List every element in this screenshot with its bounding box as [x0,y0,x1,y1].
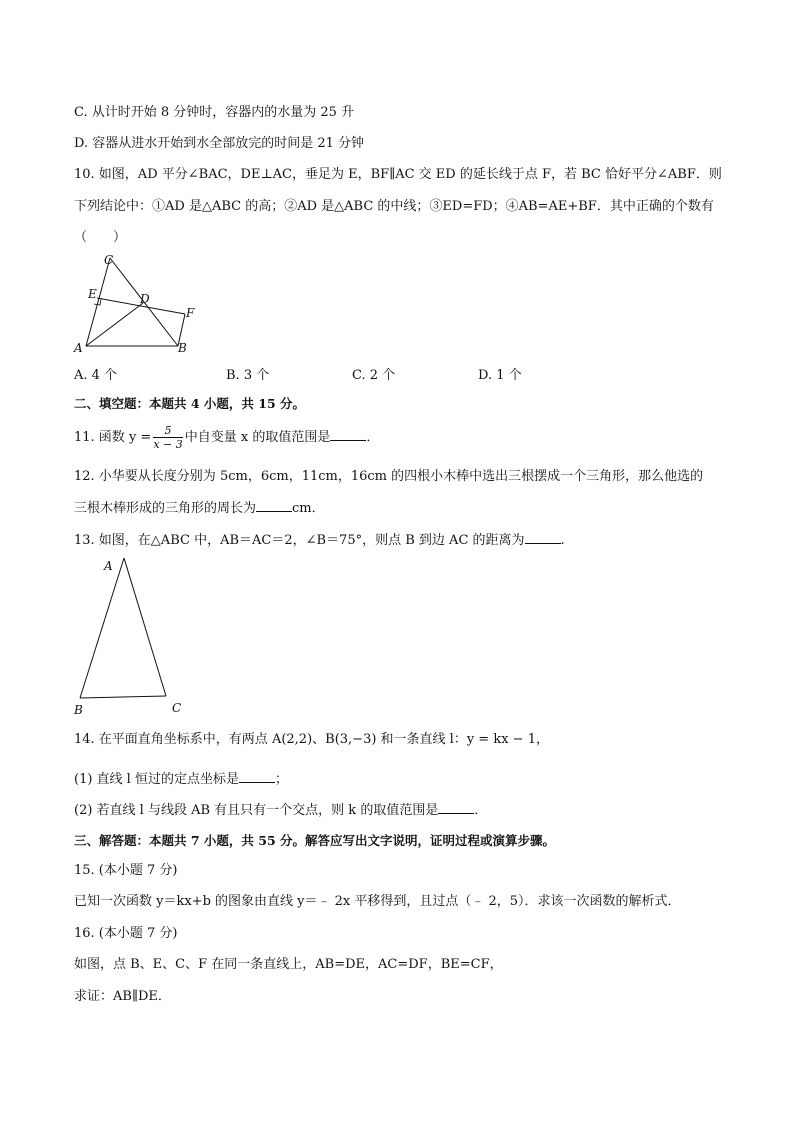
q10-paren: （ ） [74,230,127,245]
q10-label-f: F [186,306,195,320]
q12-answer-blank[interactable] [256,499,292,512]
q10-label-e: E [88,287,97,301]
q13-text: 13. 如图，在△ABC 中，AB＝AC＝2，∠B＝75°，则点 B 到边 AC 的距离为 [74,533,525,548]
q14-part1 [74,770,288,789]
q14-part1-end: ； [274,772,288,787]
q10-option-d: D. 1 个 [478,368,522,383]
q16-prove: 求证：AB∥DE． [74,989,171,1004]
q14-part1-blank[interactable] [239,770,275,783]
q16-body: 如图，点 B、E、C、F 在同一条直线上，AB=DE，AC=DF，BE=CF， [74,957,503,972]
q10-label-b: B [178,341,187,355]
q10-line1: 10. 如图，AD 平分∠BAC，DE⊥AC，垂足为 E，BF∥AC 交 ED 的延长线于点 F，若 BC 恰好平分∠ABF．则 [74,167,722,182]
q11 [74,424,379,452]
q13-end: . [560,533,565,548]
q11-suffix: 中自变量 x 的取值范围是 [184,430,331,445]
q10-label-d: D [140,292,150,306]
q13-segment-ac [124,558,166,696]
q15-head: 15. (本小题 7 分) [74,863,178,878]
q14-part2-blank[interactable] [438,801,474,814]
q13-label-c: C [172,701,182,715]
q10-option-b: B. 3 个 [226,368,270,383]
q14-part2 [74,801,487,820]
q16-head: 16. (本小题 7 分) [74,926,178,941]
q10-line2: 下列结论中：①AD 是△ABC 的高；②AD 是△ABC 的中线；③ED=FD；④AB=AE+BF．其中正确的个数有 [74,199,714,214]
section-3-heading: 三、解答题：本题共 7 小题，共 55 分。解答应写出文字说明，证明过程或演算步骤。 [74,833,556,848]
section-2-heading: 二、填空题：本题共 4 小题，共 15 分。 [74,396,306,411]
q9-option-d: D. 容器从进水开始到水全部放完的时间是 21 分钟 [74,136,365,151]
q14-part1-prefix: (1) 直线 l 恒过的定点坐标是 [74,772,239,787]
q13-segment-bc [80,696,166,698]
q11-end: ． [366,430,380,445]
q12-line2-prefix: 三根木棒形成的三角形的周长为 [74,501,257,516]
q14-line1: 14. 在平面直角坐标系中，有两点 A(2,2)、B(3,−3) 和一条直线 l：y = kx − 1， [74,732,549,747]
q11-answer-blank[interactable] [330,428,366,441]
q10-option-a: A. 4 个 [74,368,118,383]
q10-label-a: A [74,341,83,355]
q11-fraction [153,424,182,451]
q12-line2 [74,499,325,518]
q9-option-c: C. 从计时开始 8 分钟时，容器内的水量为 25 升 [74,105,355,120]
q10-label-c: C [104,253,114,267]
q12-line2-suffix: cm． [292,501,325,516]
q11-prefix: 11. 函数 y = [74,430,152,445]
q11-frac-den: x − 3 [153,438,183,451]
q13-line [74,531,565,550]
q15-body: 已知一次函数 y＝kx+b 的图象由直线 y＝﹣ 2x 平移得到，且过点（﹣ 2，5）．求该一次函数的解析式． [74,894,681,909]
q11-frac-num: 5 [153,424,182,438]
q10-figure [70,252,200,356]
q13-label-b: B [74,703,83,717]
q14-part2-end: ． [474,803,488,818]
q13-segment-ab [80,558,124,698]
q10-option-c: C. 2 个 [352,368,396,383]
q14-part2-prefix: (2) 若直线 l 与线段 AB 有且只有一个交点，则 k 的取值范围是 [74,803,439,818]
q12-line1: 12. 小华要从长度分别为 5cm，6cm，11cm，16cm 的四根小木棒中选出三根摆成一个三角形，那么他选的 [74,469,704,484]
q10-segment-ac [86,258,110,346]
q13-figure [70,554,190,720]
q13-answer-blank[interactable] [525,531,561,544]
q10-segment-ad [86,303,143,346]
q13-label-a: A [104,559,113,573]
